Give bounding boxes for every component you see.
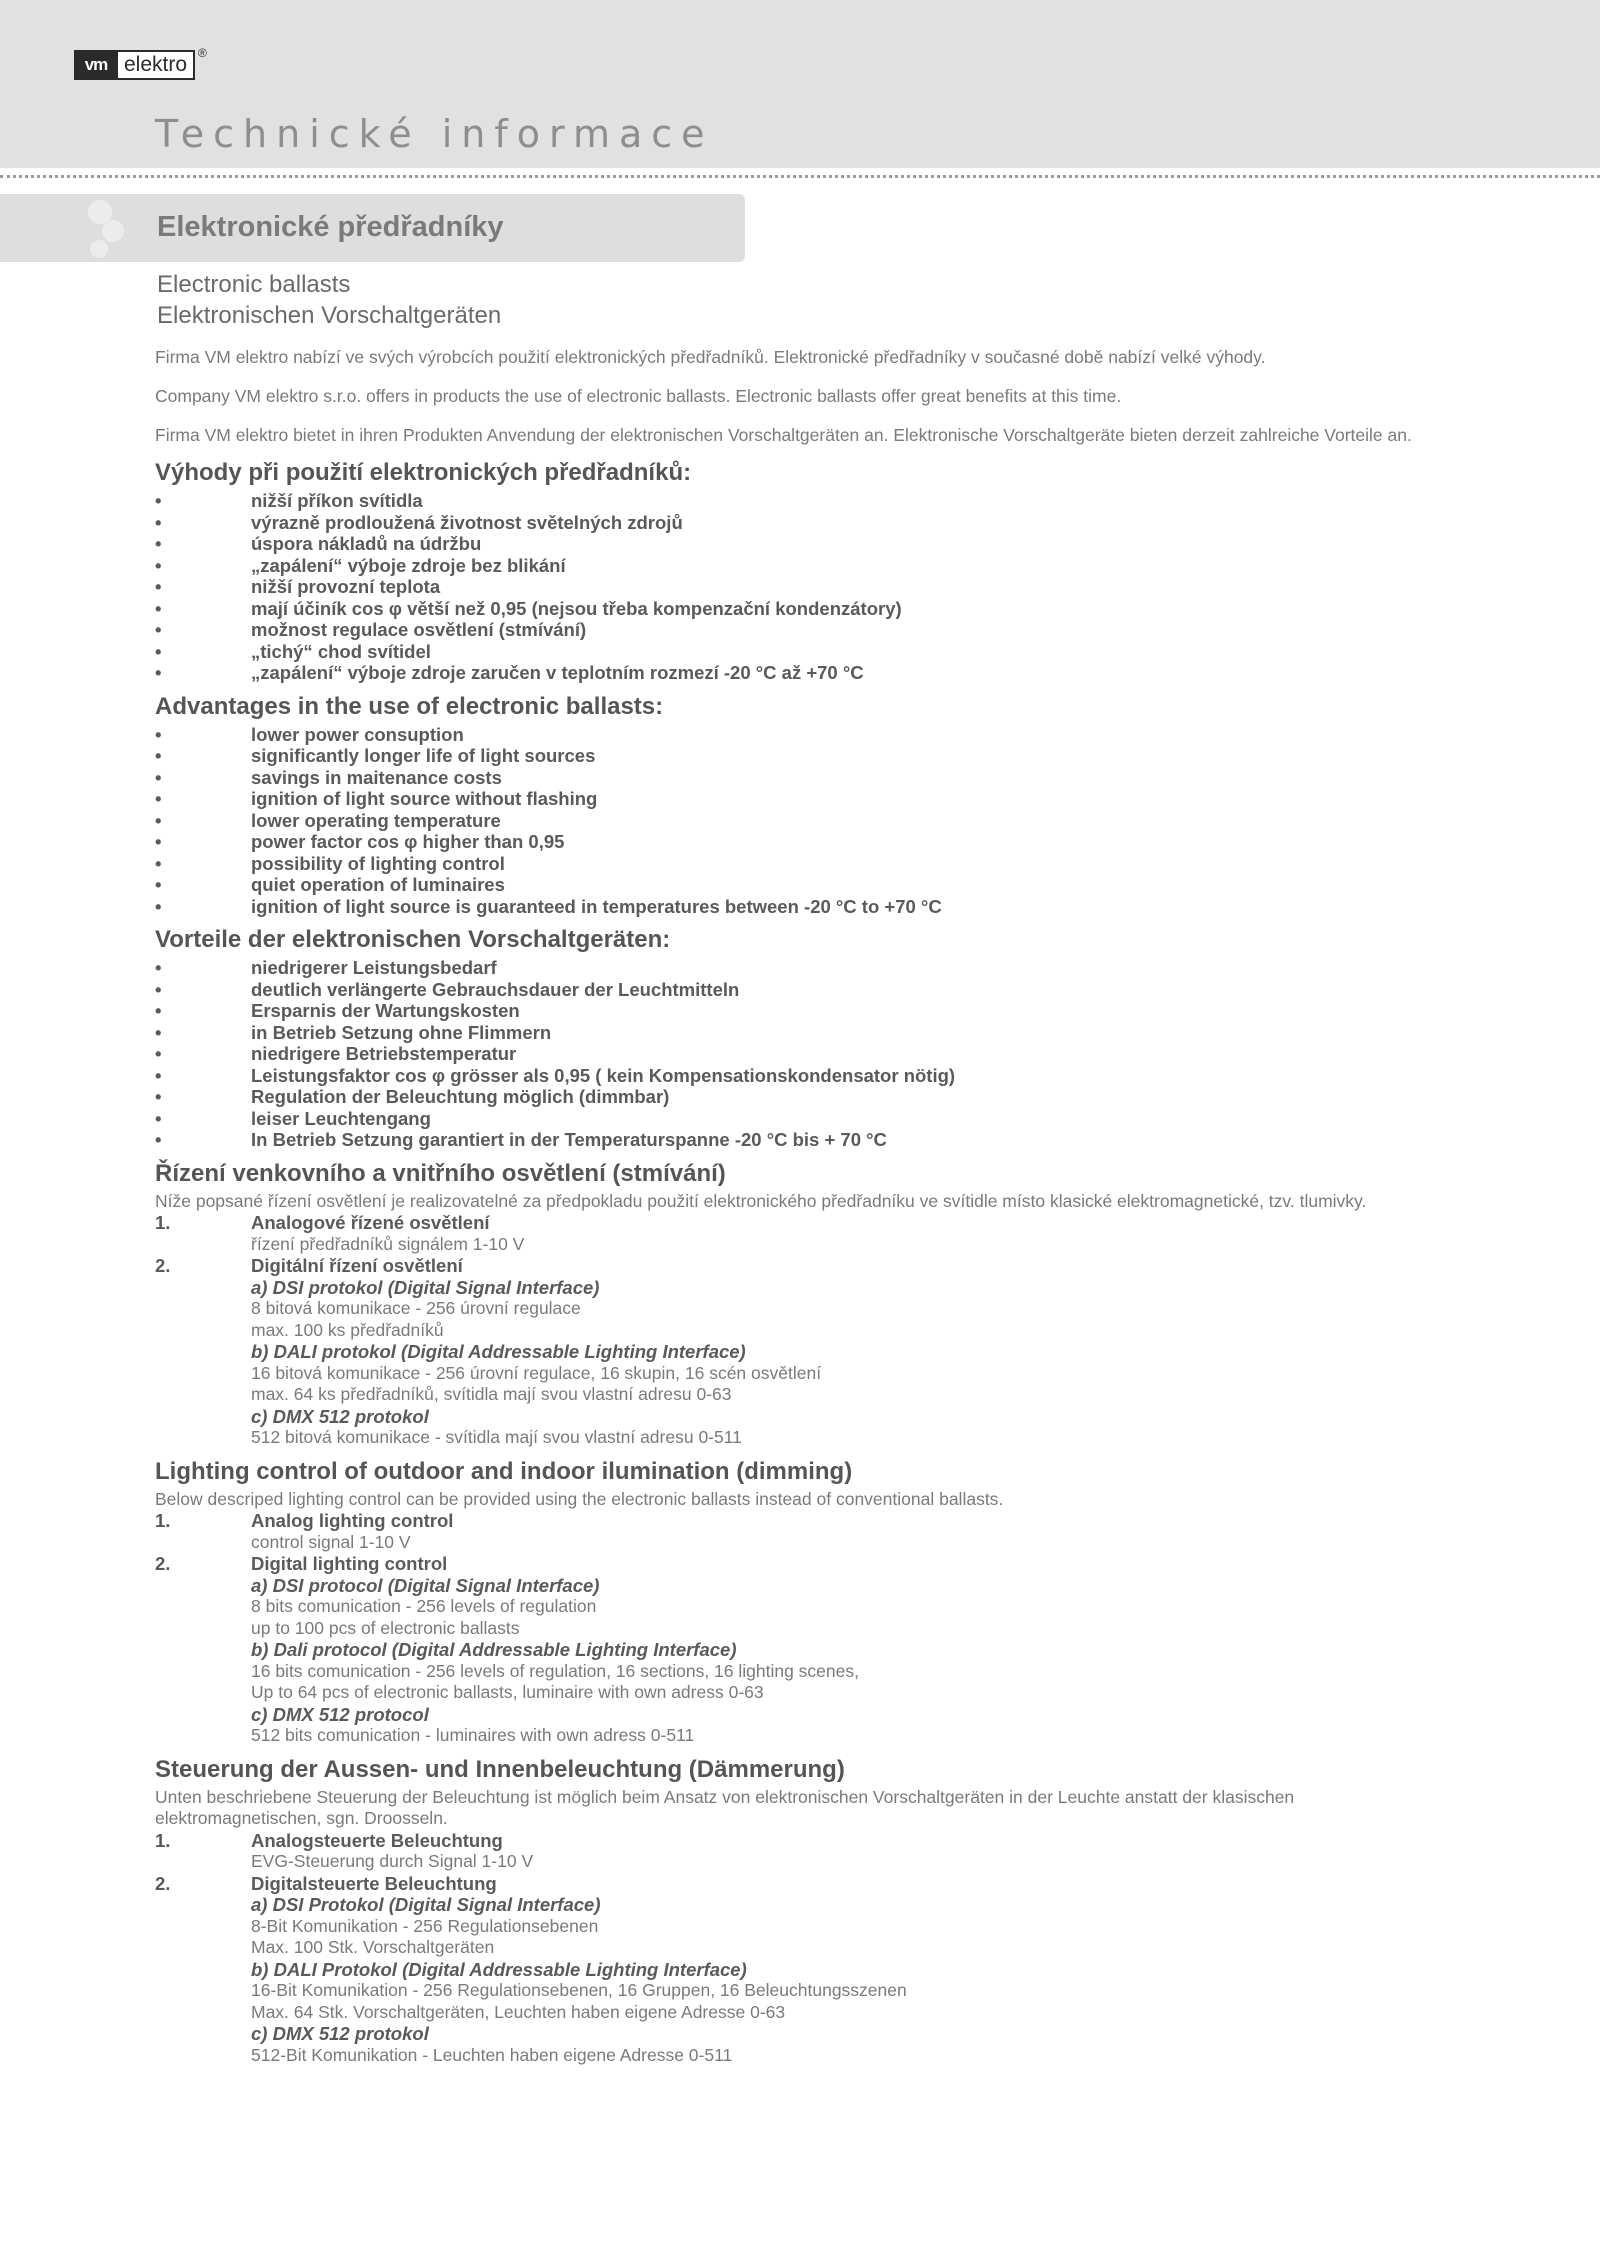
bullet: • <box>155 978 162 1000</box>
bullet: • <box>155 895 162 917</box>
bullet: • <box>155 1043 162 1064</box>
dmx-detail: 512 bits comunication - luminaires with own adress 0-511 <box>251 1725 695 1745</box>
dsi-detail: 8-Bit Komunikation - 256 Regulationsebenen <box>251 1915 599 1936</box>
list-item <box>155 767 1455 789</box>
list-number: 2. <box>155 1255 171 1276</box>
list-row <box>155 1553 1455 1575</box>
list-item <box>155 957 1455 979</box>
list-item <box>155 1129 1455 1151</box>
list-item <box>155 724 1455 746</box>
list-item-text: in Betrieb Setzung ohne Flimmern <box>251 1021 552 1043</box>
control-sections <box>155 1157 1455 2067</box>
advantages-heading: Advantages in the use of electronic ballasts: <box>155 692 664 720</box>
dali-detail: 16 bitová komunikace - 256 úrovní regulace, 16 skupin, 16 scén osvětlení <box>251 1362 822 1383</box>
control-description: Unten beschriebene Steuerung der Beleuchtung ist möglich beim Ansatz von elektronischen Vorschaltgeräten in der Leuchte anstatt der klasischen elektromagnetischen, sgn. Droosseln. <box>155 1786 1295 1828</box>
list-item-text: nižší příkon svítidla <box>251 490 423 511</box>
advantages-heading: Výhody při použití elektronických předřadníků: <box>155 459 692 486</box>
list-number: 2. <box>155 1553 171 1574</box>
intro-paragraph: Firma VM elektro bietet in ihren Produkten Anvendung der elektronischen Vorschaltgeräten an. Elektronische Vorschaltgeräte bieten derzeit zahlreiche Vorteile an. <box>155 425 1412 445</box>
bullet: • <box>155 745 162 766</box>
list-item-text: quiet operation of luminaires <box>251 874 505 895</box>
intro-paragraph: Company VM elektro s.r.o. offers in products the use of electronic ballasts. Electronic ballasts offer great benefits at this time. <box>155 386 1122 406</box>
bullet: • <box>155 957 162 978</box>
control-heading: Steuerung der Aussen- und Innenbeleuchtung (Dämmerung) <box>155 1755 845 1783</box>
numbered-list <box>155 1212 1455 1449</box>
bullet: • <box>155 490 162 511</box>
bullet: • <box>155 662 162 683</box>
list-item <box>155 533 1455 555</box>
section-title: Elektronické předřadníky <box>157 211 504 243</box>
list-item-text: „zapálení“ výboje zdroje bez blikání <box>251 554 566 576</box>
list-item <box>155 979 1455 1001</box>
control-heading: Řízení venkovního a vnitřního osvětlení (stmívání) <box>155 1159 726 1187</box>
dsi-detail: up to 100 pcs of electronic ballasts <box>251 1617 520 1638</box>
dali-detail: max. 64 ks předřadníků, svítidla mají svou vlastní adresu 0-63 <box>251 1384 732 1404</box>
section-subtitle-de: Elektronischen Vorschaltgeräten <box>157 302 502 329</box>
analog-detail: řízení předřadníků signálem 1-10 V <box>251 1233 525 1254</box>
digital-label: Digital lighting control <box>251 1553 448 1574</box>
list-item-text: výrazně prodloužená životnost světelných zdrojů <box>251 511 683 533</box>
list-number: 2. <box>155 1872 171 1894</box>
list-item <box>155 490 1455 512</box>
bullet: • <box>155 533 162 554</box>
list-item <box>155 896 1455 918</box>
analog-label: Analogové řízené osvětlení <box>251 1212 490 1233</box>
bullet: • <box>155 619 162 640</box>
list-item-text: ignition of light source is guaranteed in temperatures between -20 °C to +70 °C <box>251 895 942 917</box>
logo-registered-mark: ® <box>198 46 207 60</box>
bullet: • <box>155 788 162 809</box>
bullet: • <box>155 1129 162 1150</box>
list-item-text: Ersparnis der Wartungskosten <box>251 1000 520 1021</box>
advantages-list <box>155 490 1455 684</box>
list-item <box>155 853 1455 875</box>
list-item-text: Leistungsfaktor cos φ grösser als 0,95 ( kein Kompensationskondensator nötig) <box>251 1064 956 1086</box>
list-item <box>155 874 1455 896</box>
list-item-text: mají účiník cos φ větší než 0,95 (nejsou třeba kompenzační kondenzátory) <box>251 597 902 619</box>
list-item-text: možnost regulace osvětlení (stmívání) <box>251 619 587 640</box>
bullet: • <box>155 597 162 619</box>
bullet: • <box>155 831 162 852</box>
list-item-text: lower operating temperature <box>251 809 501 831</box>
list-item-text: nižší provozní teplota <box>251 576 441 597</box>
list-row <box>155 1255 1455 1277</box>
dsi-detail: 8 bits comunication - 256 levels of regulation <box>251 1596 597 1616</box>
control-description: Níže popsané řízení osvětlení je realizovatelné za předpokladu použití elektronického předřadníku ve svítidle místo klasické elektromagnetické, tzv. tlumivky. <box>155 1190 1367 1211</box>
dali-title: b) DALI protokol (Digital Addressable Lighting Interface) <box>251 1341 746 1362</box>
numbered-list <box>155 1510 1455 1747</box>
advantages-list <box>155 957 1455 1151</box>
bullet: • <box>155 1086 162 1107</box>
numbered-list <box>155 1830 1455 2067</box>
list-row <box>155 1212 1455 1234</box>
list-item <box>155 641 1455 663</box>
digital-label: Digitální řízení osvětlení <box>251 1255 463 1276</box>
list-item <box>155 745 1455 767</box>
dsi-detail: Max. 100 Stk. Vorschaltgeräten <box>251 1937 495 1957</box>
bullet: • <box>155 576 162 597</box>
logo-mark: vm <box>74 50 118 80</box>
list-item-text: possibility of lighting control <box>251 852 505 874</box>
list-item <box>155 1022 1455 1044</box>
list-item <box>155 1000 1455 1022</box>
list-item <box>155 810 1455 832</box>
list-item-text: Regulation der Beleuchtung möglich (dimmbar) <box>251 1086 670 1107</box>
bullet: • <box>155 1021 162 1043</box>
list-item <box>155 662 1455 684</box>
dali-detail: 16-Bit Komunikation - 256 Regulationsebenen, 16 Gruppen, 16 Beleuchtungsszenen <box>251 1980 907 2000</box>
dali-title: b) Dali protocol (Digital Addressable Lighting Interface) <box>251 1639 737 1660</box>
list-item <box>155 1065 1455 1087</box>
advantages-sections <box>155 456 1455 1151</box>
control-heading: Lighting control of outdoor and indoor ilumination (dimming) <box>155 1457 853 1485</box>
list-item <box>155 788 1455 810</box>
main-content <box>155 347 1455 2072</box>
advantages-heading: Vorteile der elektronischen Vorschaltgeräten: <box>155 926 671 953</box>
dsi-title: a) DSI protocol (Digital Signal Interface) <box>251 1574 600 1596</box>
dmx-detail: 512-Bit Komunikation - Leuchten haben eigene Adresse 0-511 <box>251 2044 733 2065</box>
list-number: 1. <box>155 1212 171 1233</box>
dsi-title: a) DSI Protokol (Digital Signal Interface) <box>251 1894 601 1915</box>
dsi-title: a) DSI protokol (Digital Signal Interface) <box>251 1276 600 1298</box>
dali-detail: Max. 64 Stk. Vorschaltgeräten, Leuchten haben eigene Adresse 0-63 <box>251 2001 786 2022</box>
list-item <box>155 619 1455 641</box>
list-item <box>155 1108 1455 1130</box>
dsi-detail: max. 100 ks předřadníků <box>251 1319 444 1340</box>
list-item <box>155 512 1455 534</box>
analog-label: Analog lighting control <box>251 1510 454 1531</box>
list-item-text: lower power consuption <box>251 723 464 745</box>
bullet: • <box>155 1000 162 1021</box>
list-item-text: leiser Leuchtengang <box>251 1107 431 1129</box>
bullet: • <box>155 874 162 895</box>
list-item-text: „zapálení“ výboje zdroje zaručen v teplotním rozmezí -20 °C až +70 °C <box>251 662 864 683</box>
logo-text: elektro <box>118 50 195 80</box>
list-item <box>155 598 1455 620</box>
list-item-text: deutlich verlängerte Gebrauchsdauer der Leuchtmitteln <box>251 978 740 1000</box>
list-row <box>155 1873 1455 1895</box>
bullet: • <box>155 511 162 533</box>
list-item-text: significantly longer life of light sources <box>251 745 596 766</box>
list-number: 1. <box>155 1829 171 1851</box>
dali-title: b) DALI Protokol (Digital Addressable Lighting Interface) <box>251 1958 747 1980</box>
advantages-list <box>155 724 1455 918</box>
list-item-text: niedrigere Betriebstemperatur <box>251 1043 517 1064</box>
dsi-detail: 8 bitová komunikace - 256 úrovní regulace <box>251 1298 581 1318</box>
bullet: • <box>155 554 162 576</box>
company-logo <box>74 46 207 80</box>
dotted-divider <box>0 175 1600 178</box>
list-item-text: niedrigerer Leistungsbedarf <box>251 957 497 978</box>
section-subtitle-en: Electronic ballasts <box>157 271 351 298</box>
decorative-circles <box>82 194 122 262</box>
list-item-text: savings in maitenance costs <box>251 766 502 788</box>
list-item-text: „tichý“ chod svítidel <box>251 640 431 662</box>
bullet: • <box>155 766 162 788</box>
list-item <box>155 555 1455 577</box>
list-item <box>155 1043 1455 1065</box>
dmx-detail: 512 bitová komunikace - svítidla mají svou vlastní adresu 0-511 <box>251 1427 742 1447</box>
analog-label: Analogsteuerte Beleuchtung <box>251 1829 503 1851</box>
dmx-title: c) DMX 512 protokol <box>251 1405 429 1427</box>
intro-paragraph: Firma VM elektro nabízí ve svých výrobcích použití elektronických předřadníků. Elektronické předřadníky v současné době nabízí velké výhody. <box>155 347 1266 367</box>
bullet: • <box>155 640 162 662</box>
list-number: 1. <box>155 1510 171 1531</box>
bullet: • <box>155 1064 162 1086</box>
bullet: • <box>155 1107 162 1129</box>
list-item-text: In Betrieb Setzung garantiert in der Temperaturspanne -20 °C bis + 70 °C <box>251 1129 887 1150</box>
bullet: • <box>155 723 162 745</box>
control-description: Below descriped lighting control can be provided using the electronic ballasts instead of conventional ballasts. <box>155 1488 1004 1509</box>
dali-detail: Up to 64 pcs of electronic ballasts, luminaire with own adress 0-63 <box>251 1682 764 1702</box>
dali-detail: 16 bits comunication - 256 levels of regulation, 16 sections, 16 lighting scenes, <box>251 1660 859 1681</box>
analog-detail: EVG-Steuerung durch Signal 1-10 V <box>251 1851 534 1871</box>
bullet: • <box>155 852 162 874</box>
dmx-title: c) DMX 512 protokol <box>251 2023 429 2044</box>
dmx-title: c) DMX 512 protocol <box>251 1703 429 1725</box>
list-row <box>155 1510 1455 1532</box>
list-item <box>155 831 1455 853</box>
list-item-text: ignition of light source without flashing <box>251 788 598 809</box>
list-item <box>155 576 1455 598</box>
list-row <box>155 1830 1455 1852</box>
list-item <box>155 1086 1455 1108</box>
analog-detail: control signal 1-10 V <box>251 1531 411 1552</box>
digital-label: Digitalsteuerte Beleuchtung <box>251 1872 497 1894</box>
page-title: Technické informace <box>155 112 714 156</box>
list-item-text: úspora nákladů na údržbu <box>251 533 482 554</box>
list-item-text: power factor cos φ higher than 0,95 <box>251 831 565 852</box>
bullet: • <box>155 809 162 831</box>
